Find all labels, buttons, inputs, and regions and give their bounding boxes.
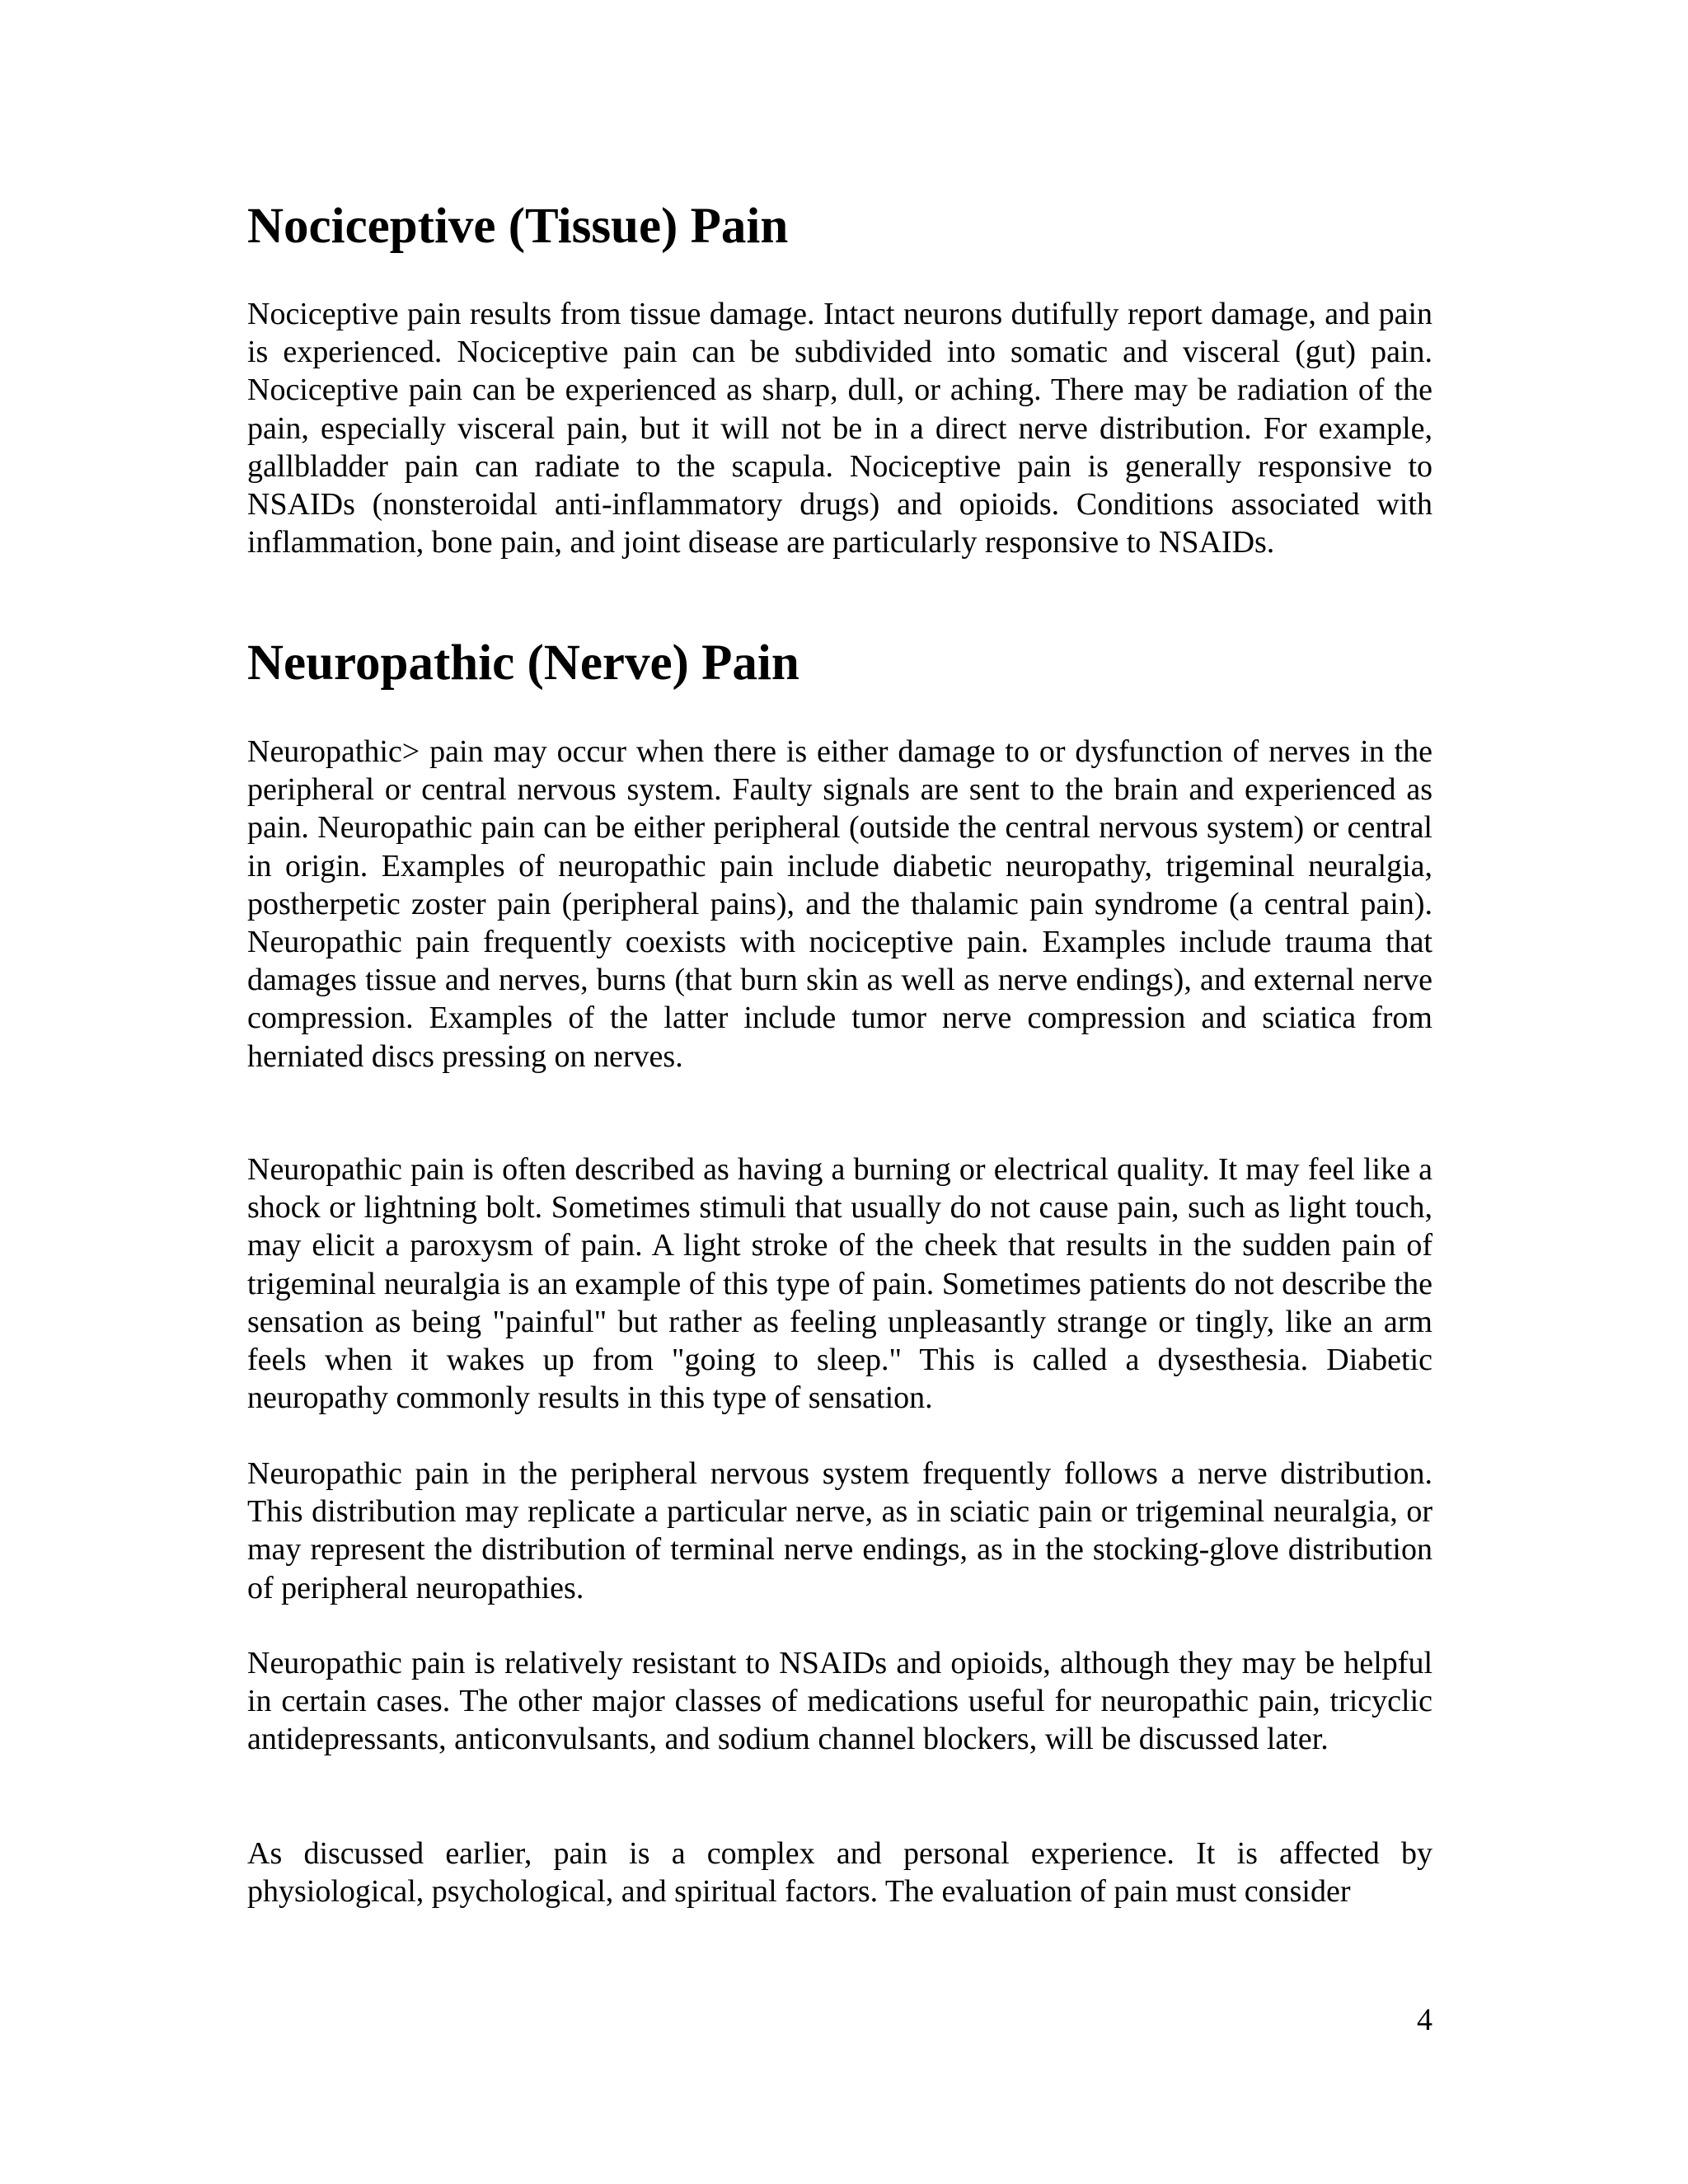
- paragraph-neuropathic-distribution: Neuropathic pain in the peripheral nervous system frequently follows a nerve distribution. This distribution may replicate a particular nerve, as in sciatic pain or trigeminal neuralgia, or may represent the distribution of terminal nerve endings, as in the stocking-glove distribution of peripheral neuropathies.: [247, 1456, 1432, 1605]
- paragraph-neuropathic-definition: Neuropathic> pain may occur when there is either damage to or dysfunction of nerves in the peripheral or central nervous system. Faulty signals are sent to the brain and experienced as pain. Neuropathic pain can be either peripheral (outside the central nervous system) or central in origin. Examples of neuropathic pain include diabetic neuropathy, trigeminal neuralgia, postherpetic zoster pain (peripheral pains), and the thalamic pain syndrome (a central pain). Neuropathic pain frequently coexists with nociceptive pain. Examples include trauma that damages tissue and nerves, burns (that burn skin as well as nerve endings), and external nerve compression. Examples of the latter include tumor nerve compression and sciatica from herniated discs pressing on nerves.: [247, 734, 1432, 1074]
- paragraph-neuropathic-quality: Neuropathic pain is often described as having a burning or electrical quality. It may feel like a shock or lightning bolt. Sometimes stimuli that usually do not cause pain, such as light touch, may elicit a paroxysm of pain. A light stroke of the cheek that results in the sudden pain of trigeminal neuralgia is an example of this type of pain. Sometimes patients do not describe the sensation as being "painful" but rather as feeling unpleasantly strange or tingly, like an arm feels when it wakes up from "going to sleep." This is called a dysesthesia. Diabetic neuropathy commonly results in this type of sensation.: [247, 1152, 1432, 1416]
- section-heading-nociceptive: Nociceptive (Tissue) Pain: [247, 199, 789, 254]
- section-heading-neuropathic: Neuropathic (Nerve) Pain: [247, 635, 799, 691]
- paragraph-nociceptive-pain: Nociceptive pain results from tissue damage. Intact neurons dutifully report damage, and pain is experienced. Nociceptive pain can be subdivided into somatic and visceral (gut) pain. Nociceptive pain can be experienced as sharp, dull, or aching. There may be radiation of the pain, especially visceral pain, but it will not be in a direct nerve distribution. For example, gallbladder pain can radiate to the scapula. Nociceptive pain is generally responsive to NSAIDs (nonsteroidal anti-inflammatory drugs) and opioids. Conditions associated with inflammation, bone pain, and joint disease are particularly responsive to NSAIDs.: [247, 297, 1432, 560]
- document-page: [247, 0, 1432, 2184]
- paragraph-pain-evaluation: As discussed earlier, pain is a complex and personal experience. It is affected by physiological, psychological, and spiritual factors. The evaluation of pain must consider: [247, 1836, 1432, 1910]
- paragraph-neuropathic-treatment: Neuropathic pain is relatively resistant to NSAIDs and opioids, although they may be helpful in certain cases. The other major classes of medications useful for neuropathic pain, tricyclic antidepressants, anticonvulsants, and sodium channel blockers, will be discussed later.: [247, 1646, 1432, 1757]
- page-number: 4: [1417, 2003, 1432, 2037]
